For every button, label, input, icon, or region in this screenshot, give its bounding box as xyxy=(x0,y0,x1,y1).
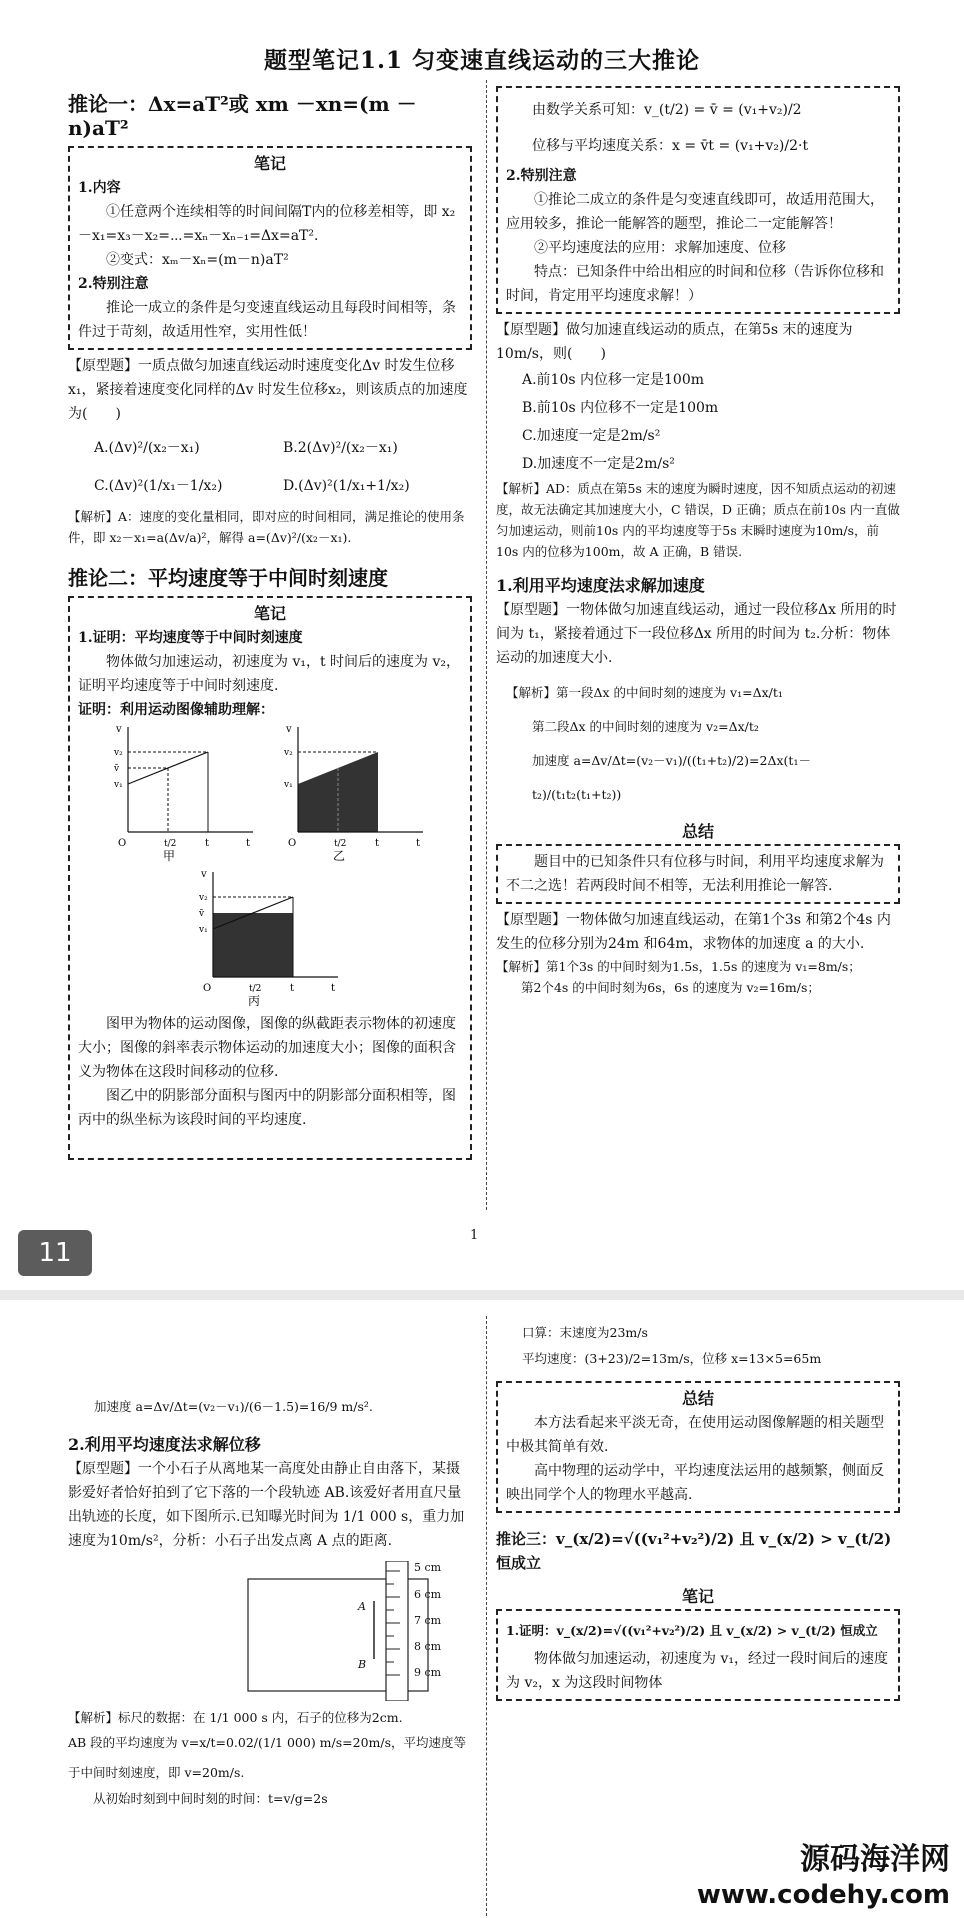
displacement-relation: 位移与平均速度关系：x = v̄t = (v₁+v₂)/2·t xyxy=(532,138,809,154)
question-4-text: 【原型题】一物体做匀加速直线运动，在第1个3s 和第2个4s 内发生的位移分别为24m 和64m，求物体的加速度 a 的大小. xyxy=(496,912,891,952)
mental-calc: 口算：末速度为23m/s xyxy=(522,1325,648,1340)
method-1-heading: 1.利用平均速度法求解加速度 xyxy=(496,576,705,595)
graph-label-yi: 乙 xyxy=(333,849,346,862)
attention-heading: 2.特别注意 xyxy=(78,276,149,292)
analysis-line-2: 第二段Δx 的中间时刻的速度为 v₂=Δx/t₂ xyxy=(532,719,759,734)
svg-text:v₂: v₂ xyxy=(284,748,293,758)
question-5-analysis-3: 从初始时刻到中间时刻的时间：t=v/g=2s xyxy=(93,1791,328,1806)
graph-label-jia: 甲 xyxy=(163,849,176,862)
svg-text:t: t xyxy=(416,838,421,849)
svg-text:O: O xyxy=(118,838,127,849)
question-1-analysis: 【解析】A：速度的变化量相同，即对应的时间相同，满足推论的使用条件，即 x₂－x₁=a(Δv/a)²，解得 a=(Δv)²/(x₂－x₁). xyxy=(68,509,465,545)
graph-jia xyxy=(108,722,258,862)
summary-2-text-2: 高中物理的运动学中，平均速度法运用的越频繁，侧面反映出同学个人的物理水平越高. xyxy=(506,1463,884,1503)
ruler-label-8cm: 8 cm xyxy=(414,1640,442,1653)
note-box-2-continued xyxy=(496,86,900,314)
ruler-label-7cm: 7 cm xyxy=(414,1614,442,1627)
right-column xyxy=(496,1322,900,1701)
graph-description-1: 图甲为物体的运动图像，图像的纵截距表示物体的初速度大小；图像的斜率表示物体运动的加速度大小；图像的面积含义为物体在这段时间移动的位移. xyxy=(78,1016,456,1080)
inference-2-heading: 推论二：平均速度等于中间时刻速度 xyxy=(68,566,388,590)
option-b: B.2(Δv)²/(x₂－x₁) xyxy=(283,440,398,456)
svg-text:v: v xyxy=(201,869,207,880)
watermark-chinese: 源码海洋网 xyxy=(800,1842,950,1877)
svg-text:O: O xyxy=(203,983,212,994)
content-text: ①任意两个连续相等的时间间隔T内的位移差相等，即 x₂－x₁=x₃－x₂=⋯=xₙ－xₙ₋₁=Δx=aT². xyxy=(78,204,456,244)
content-heading: 1.内容 xyxy=(78,180,121,196)
analysis-line-3: 加速度 a=Δv/Δt=(v₂－v₁)/((t₁+t₂)/2)=2Δx(t₁－t₂)/(t₁t₂(t₁+t₂)) xyxy=(532,753,811,802)
svg-text:t/2: t/2 xyxy=(334,839,347,849)
vt-graphs xyxy=(78,722,462,1012)
note-title: 笔记 xyxy=(253,154,286,173)
column-divider xyxy=(486,1316,487,1916)
svg-text:v₂: v₂ xyxy=(199,893,208,903)
page-2 xyxy=(0,1300,964,1918)
point-a-label: A xyxy=(358,1600,366,1613)
left-column xyxy=(68,1396,472,1809)
question-2-text: 【原型题】做匀加速直线运动的质点，在第5s 末的速度为10m/s，则( ) xyxy=(496,322,853,362)
left-column xyxy=(68,92,472,1160)
question-2-analysis: 【解析】AD：质点在第5s 末的速度为瞬时速度，因不知质点运动的初速度，故无法确定其加速度大小，C 错误，D 正确；质点在前10s 内一直做匀加速运动，则前10s 内的平均速度等于5s 末瞬时速度为10m/s，前10s 内的位移为100m，故 A 正确，B 错误. xyxy=(496,481,900,559)
graph-label-bing: 丙 xyxy=(248,994,261,1007)
content-variant: ②变式：xₘ－xₙ=(m－n)aT² xyxy=(106,252,289,268)
svg-text:t: t xyxy=(375,838,380,849)
method-2-heading: 2.利用平均速度法求解位移 xyxy=(68,1435,261,1454)
summary-box xyxy=(496,844,900,904)
inference-1-heading: 推论一：Δx=aT²或 xm －xn=(m －n)aT² xyxy=(68,92,417,140)
question-2-options xyxy=(496,366,900,478)
svg-text:v₁: v₁ xyxy=(114,780,123,790)
acceleration-result: 加速度 a=Δv/Δt=(v₂－v₁)/(6－1.5)=16/9 m/s². xyxy=(94,1399,373,1414)
analysis-line-1: 【解析】第一段Δx 的中间时刻的速度为 v₁=Δx/t₁ xyxy=(506,685,783,700)
svg-text:t: t xyxy=(246,838,251,849)
ruler-label-9cm: 9 cm xyxy=(414,1666,442,1679)
svg-text:t/2: t/2 xyxy=(249,984,262,994)
page-badge: 11 xyxy=(18,1230,92,1276)
note-2-title: 笔记 xyxy=(253,604,286,623)
option-d: D.(Δv)²(1/x₁+1/x₂) xyxy=(283,478,410,494)
note-box-1 xyxy=(68,146,472,350)
question-4-analysis-2: 第2个4s 的中间时刻为6s，6s 的速度为 v₂=16m/s； xyxy=(521,980,820,995)
option-d: D.加速度不一定是2m/s² xyxy=(522,456,675,472)
question-3-analysis xyxy=(496,670,900,814)
graph-description-2: 图乙中的阴影部分面积与图丙中的阴影部分面积相等，图丙中的纵坐标为该段时间的平均速度. xyxy=(78,1088,456,1128)
svg-text:v: v xyxy=(116,724,122,735)
proof-3-heading: 1.证明：v_(x/2)=√((v₁²+v₂²)/2) 且 v_(x/2) > v_(t/2) 恒成立 xyxy=(506,1623,878,1638)
right-column xyxy=(496,86,900,998)
question-5-analysis-1: 【解析】标尺的数据：在 1/1 000 s 内，石子的位移为2cm. xyxy=(68,1710,403,1725)
proof-heading: 1.证明：平均速度等于中间时刻速度 xyxy=(78,630,303,646)
summary-2-title: 总结 xyxy=(681,1389,714,1408)
inference-3-heading: 推论三：v_(x/2)=√((v₁²+v₂²)/2) 且 v_(x/2) > v_(t/2) 恒成立 xyxy=(496,1530,892,1572)
summary-text: 题目中的已知条件只有位移与时间，利用平均速度求解为不二之选！若两段时间不相等，无法利用推论一解答. xyxy=(506,854,884,894)
ruler-label-6cm: 6 cm xyxy=(414,1588,442,1601)
question-3-text: 【原型题】一物体做匀加速直线运动，通过一段位移Δx 所用的时间为 t₁，紧接着通过下一段位移Δx 所用的时间为 t₂.分析：物体运动的加速度大小. xyxy=(496,602,897,666)
attention-2-text-3: 特点：已知条件中给出相应的时间和位移（告诉你位移和时间，肯定用平均速度求解！） xyxy=(506,264,884,304)
attention-2-text-1: ①推论二成立的条件是匀变速直线即可，故适用范围大，应用较多，推论一能解答的题型，推论二一定能解答！ xyxy=(506,192,884,232)
svg-text:t/2: t/2 xyxy=(164,839,177,849)
page-title: 题型笔记1.1 匀变速直线运动的三大推论 xyxy=(263,47,701,74)
page-number: 1 xyxy=(470,1228,479,1243)
math-relation: 由数学关系可知：v_(t/2) = v̄ = (v₁+v₂)/2 xyxy=(532,102,802,118)
summary-2-text-1: 本方法看起来平淡无奇，在使用运动图像解题的相关题型中极其简单有效. xyxy=(506,1415,884,1455)
summary-box-2 xyxy=(496,1381,900,1513)
question-4-analysis-1: 【解析】第1个3s 的中间时刻为1.5s，1.5s 的速度为 v₁=8m/s； xyxy=(496,959,861,974)
option-a: A.前10s 内位移一定是100m xyxy=(522,372,705,388)
option-c: C.加速度一定是2m/s² xyxy=(522,428,661,444)
attention-2-heading: 2.特别注意 xyxy=(506,168,577,184)
svg-text:t: t xyxy=(290,983,295,994)
question-5-text: 【原型题】一个小石子从离地某一高度处由静止自由落下，某摄影爱好者恰好拍到了它下落的一个段轨迹 AB.该爱好者用直尺量出轨迹的长度，如下图所示.已知曝光时间为 1/1 000 s，重力加速度为10m/s²，分析：小石子出发点离 A 点的距离. xyxy=(68,1461,465,1549)
watermark-url: www.codehy.com xyxy=(696,1880,950,1910)
option-a: A.(Δv)²/(x₂－x₁) xyxy=(94,440,200,456)
ruler-figure xyxy=(68,1561,472,1701)
svg-text:v̄: v̄ xyxy=(199,909,205,919)
option-c: C.(Δv)²(1/x₁－1/x₂) xyxy=(94,478,223,494)
svg-text:O: O xyxy=(288,838,297,849)
point-b-label: B xyxy=(358,1658,367,1671)
svg-text:v̄: v̄ xyxy=(114,764,120,774)
attention-2-text-2: ②平均速度法的应用：求解加速度、位移 xyxy=(534,240,786,256)
column-divider xyxy=(486,80,487,1210)
proof-text: 物体做匀加速运动，初速度为 v₁，t 时间后的速度为 v₂，证明平均速度等于中间时刻速度. xyxy=(78,654,461,694)
average-velocity-calc: 平均速度：(3+23)/2=13m/s，位移 x=13×5=65m xyxy=(522,1351,822,1366)
svg-text:v₁: v₁ xyxy=(199,925,208,935)
proof-3-text: 物体做匀加速运动，初速度为 v₁，经过一段时间后的速度为 v₂，x 为这段时间物体 xyxy=(506,1651,888,1691)
question-5-analysis-2: AB 段的平均速度为 v=x/t=0.02/(1/1 000) m/s=20m/s，平均速度等于中间时刻速度，即 v=20m/s. xyxy=(68,1735,467,1780)
question-1-options xyxy=(68,426,472,506)
svg-text:v₁: v₁ xyxy=(284,780,293,790)
proof-method: 证明：利用运动图像辅助理解： xyxy=(78,702,274,718)
svg-text:v₂: v₂ xyxy=(114,748,123,758)
graph-bing xyxy=(193,867,343,1007)
summary-title: 总结 xyxy=(681,822,714,841)
note-3-title: 笔记 xyxy=(681,1587,714,1606)
option-b: B.前10s 内位移不一定是100m xyxy=(522,400,719,416)
note-box-2 xyxy=(68,596,472,1160)
graph-yi xyxy=(278,722,428,862)
note-box-3 xyxy=(496,1609,900,1701)
ruler-label-5cm: 5 cm xyxy=(414,1561,442,1574)
svg-text:v: v xyxy=(286,724,292,735)
svg-text:t: t xyxy=(331,983,336,994)
question-1-text: 【原型题】一质点做匀加速直线运动时速度变化Δv 时发生位移x₁，紧接着速度变化同样的Δv 时发生位移x₂，则该质点的加速度为( ) xyxy=(68,358,468,422)
svg-text:t: t xyxy=(205,838,210,849)
attention-text: 推论一成立的条件是匀变速直线运动且每段时间相等，条件过于苛刻，故适用性窄，实用性低！ xyxy=(78,300,456,340)
